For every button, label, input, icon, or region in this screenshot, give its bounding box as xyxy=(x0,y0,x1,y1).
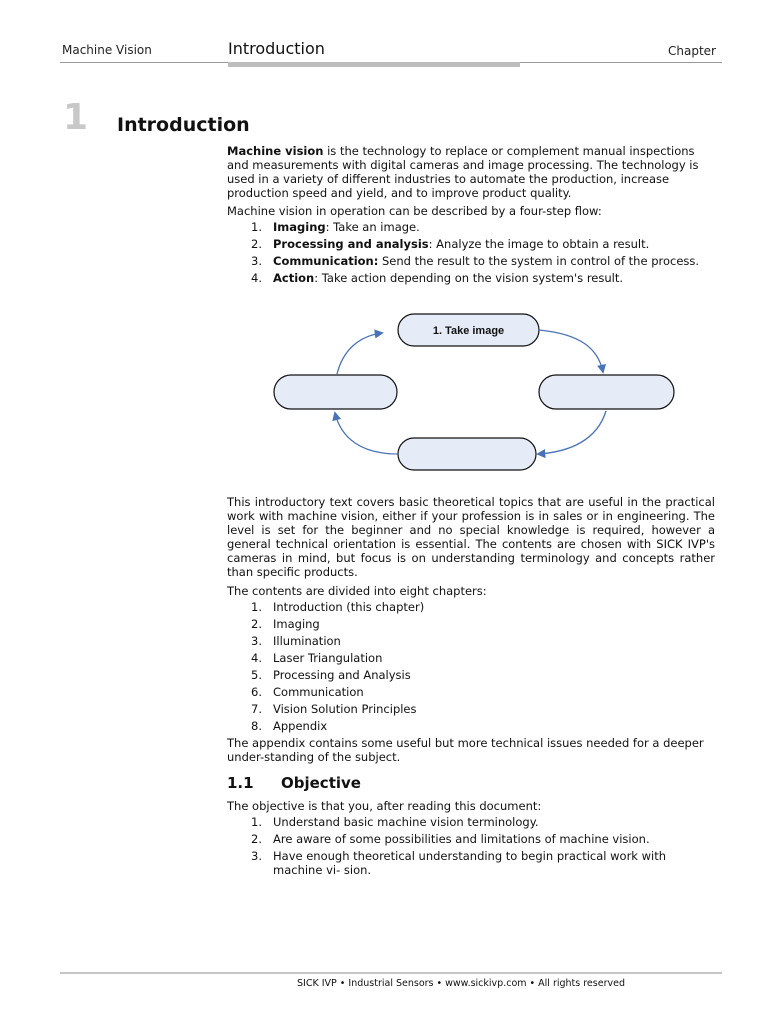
chapter-entry: Illumination xyxy=(273,634,341,648)
intro-paragraph xyxy=(227,144,715,200)
take-image-label: 1. Take image xyxy=(432,325,505,337)
list-item xyxy=(227,617,715,631)
chapter-entry: Appendix xyxy=(273,719,328,733)
objective-section xyxy=(227,799,715,880)
list-item xyxy=(227,237,715,251)
list-number: 7. xyxy=(251,702,262,716)
list-number: 2. xyxy=(251,617,262,631)
objective-entry: Understand basic machine vision terminology. xyxy=(273,815,539,829)
header-accent-bar xyxy=(228,62,520,67)
list-number: 1. xyxy=(251,220,262,234)
step-text: : Take action depending on the vision system's result. xyxy=(314,271,624,285)
step-term: Imaging xyxy=(273,220,326,234)
step-text: Send the result to the system in control of the process. xyxy=(378,254,700,268)
list-item xyxy=(227,832,715,846)
list-number: 2. xyxy=(251,237,262,251)
section-title: Objective xyxy=(281,774,361,792)
step-text: : Take an image. xyxy=(325,220,420,234)
arrow-left-icon xyxy=(335,413,398,454)
chapter-entry: Processing and Analysis xyxy=(273,668,411,682)
objective-entry: Are aware of some possibilities and limitations of machine vision. xyxy=(273,832,650,846)
overview-paragraph: This introductory text covers basic theoretical topics that are useful in the practical work with machine vision, either if your profession is in sales or in engineering. The level is set for the beginner and no special knowledge is required, however a general technical orientation is essential. The contents are chosen with SICK IVP's cameras in mind, but focus is on understanding terminology and concepts rather than specific products. xyxy=(227,495,715,579)
four-step-flow-diagram xyxy=(265,308,685,480)
arrow-right-icon xyxy=(539,330,603,372)
list-item xyxy=(227,254,715,268)
chapters-intro: The contents are divided into eight chapters: xyxy=(227,584,487,598)
objective-entry: Have enough theoretical understanding to begin practical work with machine vi- sion. xyxy=(273,849,667,877)
chapter-entry: Imaging xyxy=(273,617,320,631)
chapter-entry: Communication xyxy=(273,685,364,699)
list-item xyxy=(227,815,715,829)
list-number: 5. xyxy=(251,668,262,682)
list-number: 6. xyxy=(251,685,262,699)
list-item xyxy=(227,668,715,682)
intro-term: Machine vision xyxy=(227,144,324,158)
flow-intro: Machine vision in operation can be described by a four-step flow: xyxy=(227,204,602,218)
footer-rule xyxy=(60,972,722,974)
list-item xyxy=(227,634,715,648)
objective-intro: The objective is that you, after reading this document: xyxy=(227,799,542,813)
list-item xyxy=(227,719,715,733)
list-number: 3. xyxy=(251,254,262,268)
list-item xyxy=(227,849,715,877)
arrow-up-icon xyxy=(337,333,382,374)
list-number: 1. xyxy=(251,600,262,614)
list-item xyxy=(227,271,715,285)
list-number: 3. xyxy=(251,849,262,863)
chapter-title: Introduction xyxy=(117,114,250,136)
list-item xyxy=(227,685,715,699)
list-number: 3. xyxy=(251,634,262,648)
flow-steps-list xyxy=(227,220,715,285)
list-number: 8. xyxy=(251,719,262,733)
footer-text: SICK IVP • Industrial Sensors • www.sickivp.com • All rights reserved xyxy=(297,978,625,989)
intro-definition: is the technology to replace or complement manual inspections and measurements with digital cameras and image processing. The technology is used in a variety of different industries to automate the production, increase production speed and yield, and to improve product quality. xyxy=(227,144,699,200)
list-number: 1. xyxy=(251,815,262,829)
chapter-entry: Vision Solution Principles xyxy=(273,702,417,716)
step-term: Processing and analysis xyxy=(273,237,429,251)
header-document-title: Machine Vision xyxy=(62,43,152,57)
section-number: 1.1 xyxy=(227,774,254,792)
chapter-number: 1 xyxy=(63,97,89,138)
analyze-step-box xyxy=(539,375,674,409)
list-item xyxy=(227,651,715,665)
objective-list xyxy=(227,815,715,877)
chapters-list xyxy=(227,600,715,733)
list-number: 4. xyxy=(251,651,262,665)
objective-heading xyxy=(227,774,361,792)
action-step-box xyxy=(274,375,397,409)
step-text: : Analyze the image to obtain a result. xyxy=(428,237,650,251)
list-item xyxy=(227,702,715,716)
chapter-entry: Laser Triangulation xyxy=(273,651,383,665)
header-chapter-name: Introduction xyxy=(228,39,325,58)
list-item xyxy=(227,220,715,234)
intro-section xyxy=(227,144,715,288)
step-term: Action xyxy=(273,271,315,285)
chapter-entry: Introduction (this chapter) xyxy=(273,600,425,614)
overview-section xyxy=(227,495,715,764)
appendix-note: The appendix contains some useful but more technical issues needed for a deeper under-standing of the subject. xyxy=(227,736,704,764)
step-term: Communication: xyxy=(273,254,379,268)
communicate-step-box xyxy=(398,438,536,470)
arrow-down-icon xyxy=(538,411,606,454)
header-chapter-label: Chapter xyxy=(668,44,716,58)
list-item xyxy=(227,600,715,614)
list-number: 4. xyxy=(251,271,262,285)
list-number: 2. xyxy=(251,832,262,846)
